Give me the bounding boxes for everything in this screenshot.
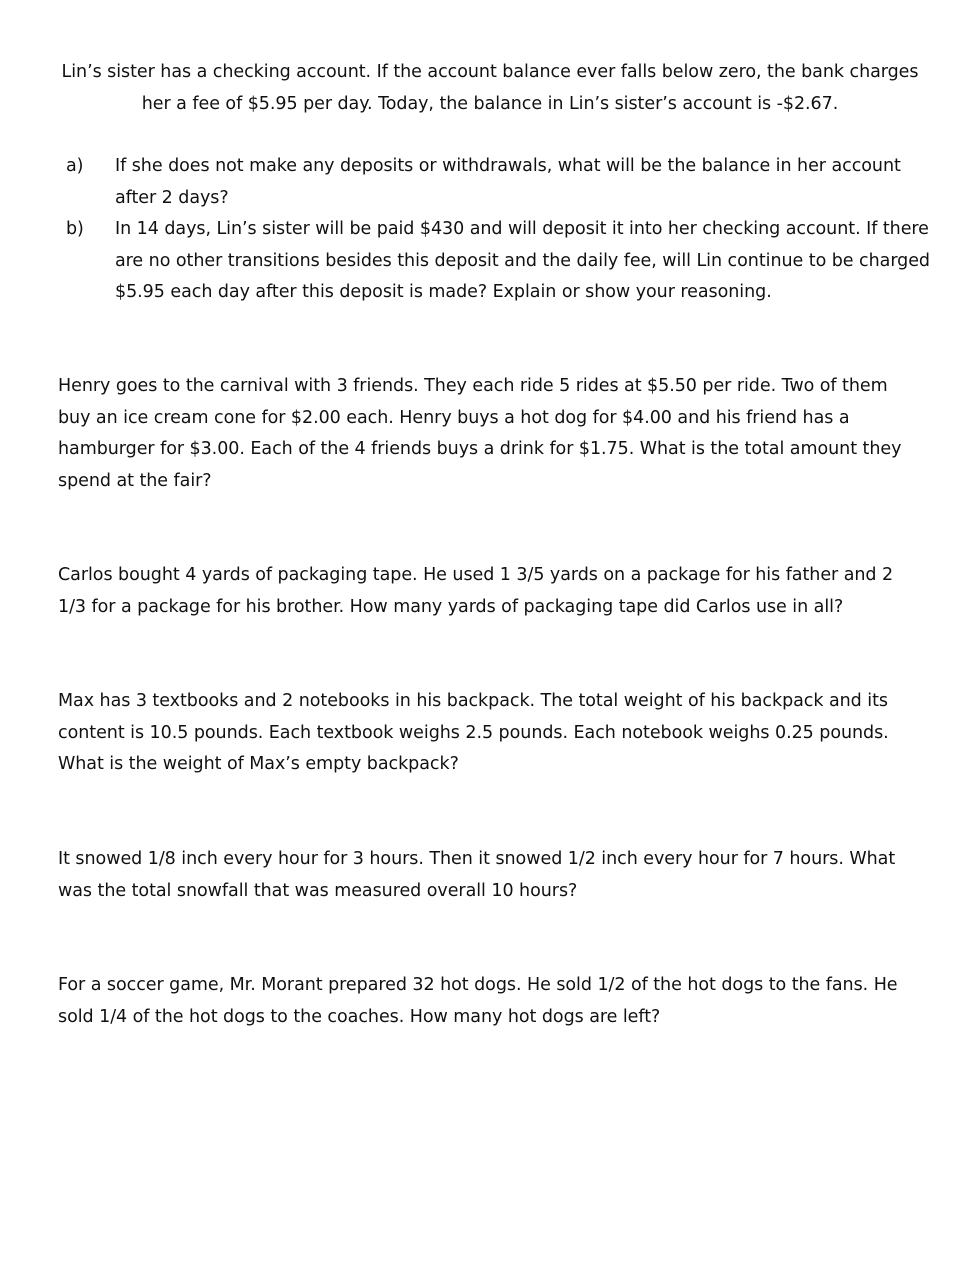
lin-problem-intro: Lin’s sister has a checking account. If the account balance ever falls below zero, the bank charges her a fee of $5.95 per day. Today, the balance in Lin’s sister’s account is -$2.67. [61,62,919,114]
part-marker-b: b) [66,219,84,240]
lin-part-b [66,214,930,309]
henry-problem: Henry goes to the carnival with 3 friends. They each ride 5 rides at $5.50 per ride. Two of them buy an ice cream cone for $2.00 each. Henry buys a hot dog for $4.00 and his friend has a hamburger for $3.00. Each of the 4 friends buys a drink for $1.75. What is the total amount they spend at the fair? [58,376,902,491]
soccer-problem: For a soccer game, Mr. Morant prepared 32 hot dogs. He sold 1/2 of the hot dogs to the fans. He sold 1/4 of the hot dogs to the coaches. How many hot dogs are left? [58,975,898,1027]
lin-problem-parts [66,151,930,309]
part-text-b: In 14 days, Lin’s sister will be paid $430 and will deposit it into her checking account. If there are no other transitions besides this deposit and the daily fee, will Lin continue to be charged $5.95 each day after this deposit is made? Explain or show your reasoning. [115,219,930,303]
lin-part-a [66,151,930,214]
part-marker-a: a) [66,156,84,176]
carlos-problem: Carlos bought 4 yards of packaging tape. He used 1 3/5 yards on a package for his father and 2 1/3 for a package for his brother. How many yards of packaging tape did Carlos use in all? [58,565,894,617]
max-problem: Max has 3 textbooks and 2 notebooks in his backpack. The total weight of his backpack and its content is 10.5 pounds. Each textbook weighs 2.5 pounds. Each notebook weighs 0.25 pounds. What is the weight of Max’s empty backpack? [58,691,889,775]
part-text-a: If she does not make any deposits or withdrawals, what will be the balance in her account after 2 days? [115,156,901,208]
snow-problem: It snowed 1/8 inch every hour for 3 hours. Then it snowed 1/2 inch every hour for 7 hours. What was the total snowfall that was measured overall 10 hours? [58,849,896,901]
